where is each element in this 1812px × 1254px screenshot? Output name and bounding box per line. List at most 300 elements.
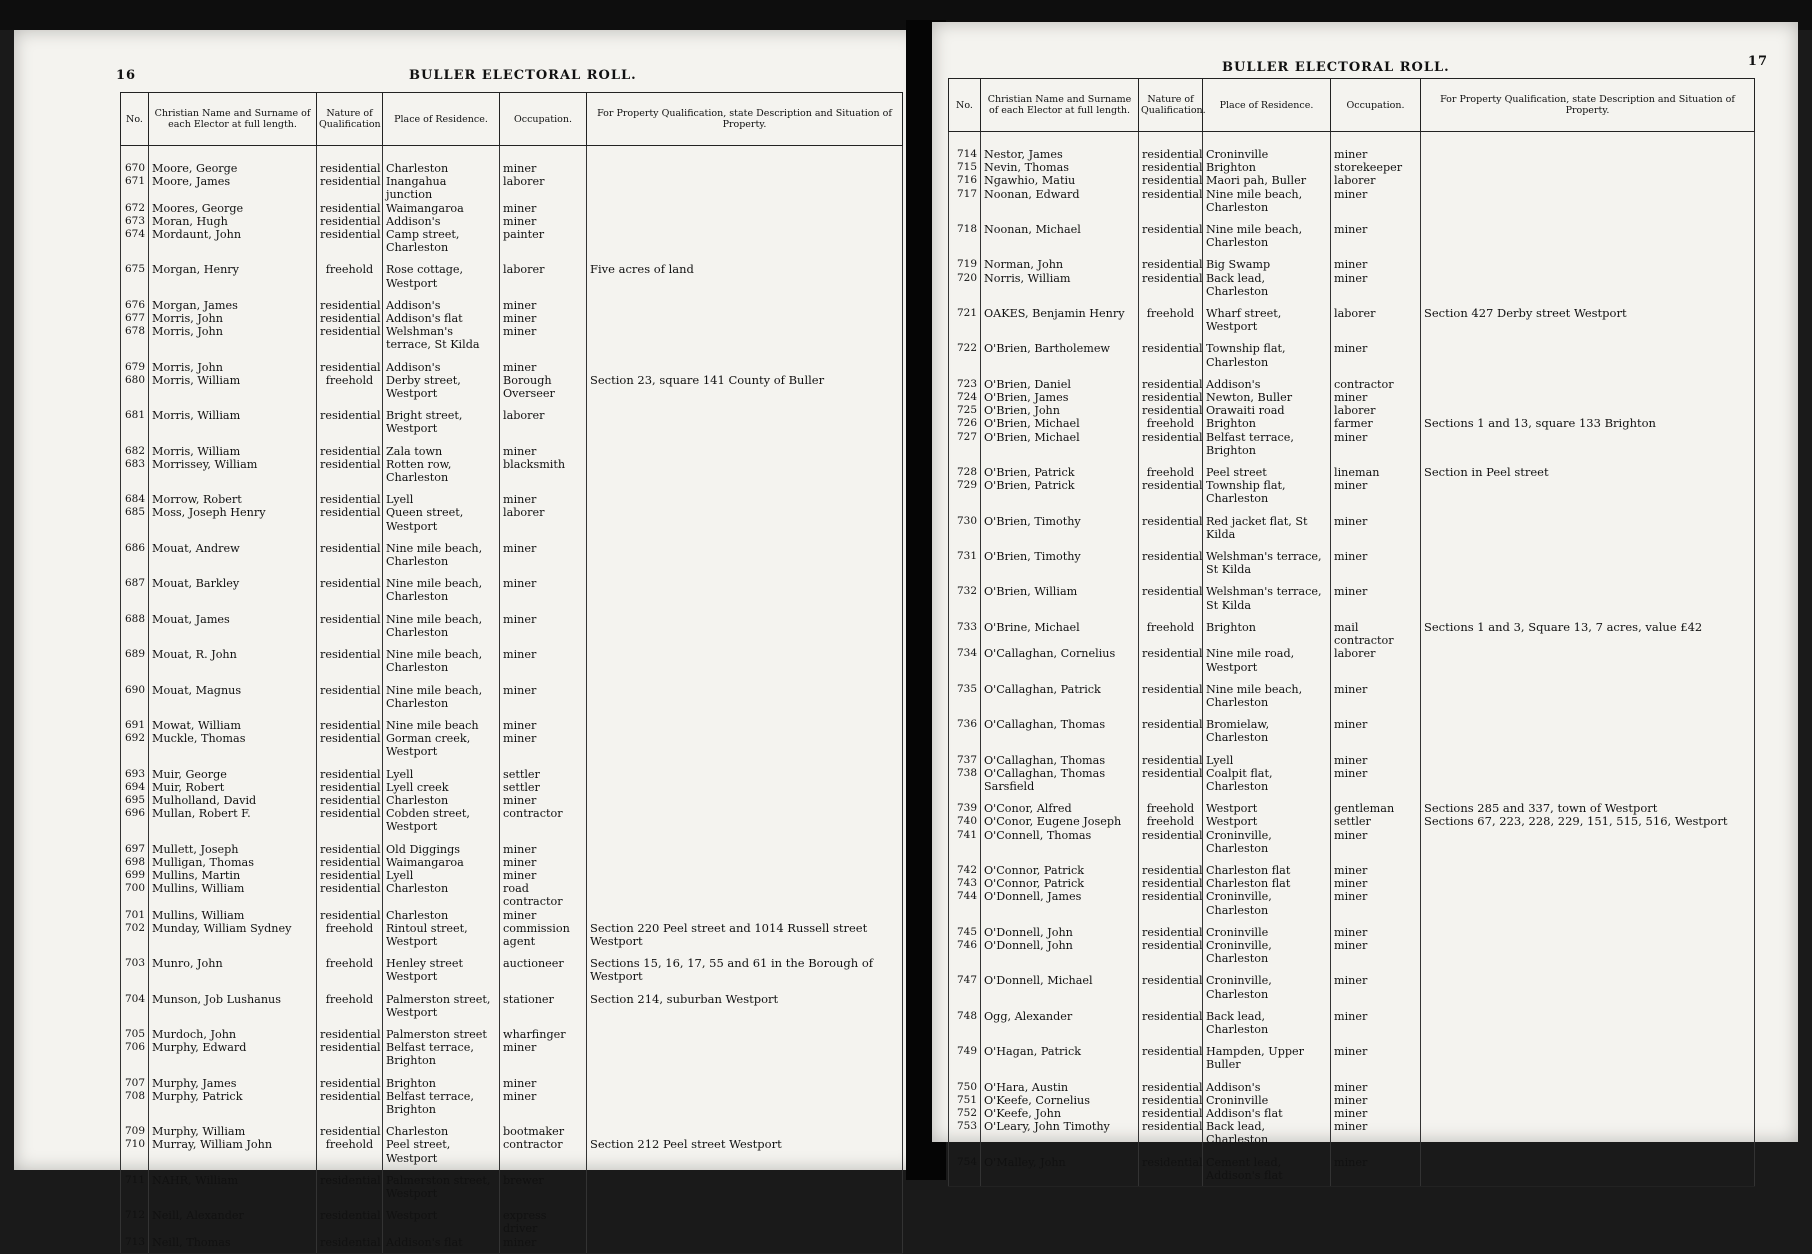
- place-of-residence: Waimangaroa: [383, 202, 500, 215]
- place-of-residence: Addison's: [1203, 369, 1331, 391]
- table-row: [121, 254, 903, 289]
- property-description: Sections 67, 223, 228, 229, 151, 515, 516, Westport: [1421, 815, 1755, 828]
- qualification: residential: [317, 290, 383, 312]
- property-description: Section in Peel street: [1421, 457, 1755, 479]
- elector-name: Muir, Robert: [149, 781, 317, 794]
- occupation: road contractor: [500, 882, 587, 908]
- elector-name: Moores, George: [149, 202, 317, 215]
- qualification: residential: [1139, 647, 1203, 673]
- table-row: [949, 793, 1755, 815]
- occupation: miner: [1331, 249, 1421, 271]
- property-description: [587, 869, 903, 882]
- elector-number: 699: [121, 869, 149, 882]
- elector-name: O'Leary, John Timothy: [981, 1120, 1139, 1146]
- qualification: freehold: [1139, 417, 1203, 430]
- property-description: [1421, 333, 1755, 368]
- elector-name: Mullan, Robert F.: [149, 807, 317, 833]
- property-description: [1421, 917, 1755, 939]
- qualification: residential: [317, 834, 383, 856]
- elector-number: 695: [121, 794, 149, 807]
- elector-name: Murphy, James: [149, 1068, 317, 1090]
- qualification: freehold: [317, 374, 383, 400]
- elector-number: 726: [949, 417, 981, 430]
- occupation: stationer: [500, 984, 587, 1019]
- elector-name: Morgan, Henry: [149, 254, 317, 289]
- header-name: Christian Name and Surname of each Elector at full length.: [149, 93, 317, 146]
- elector-name: Morgan, James: [149, 290, 317, 312]
- elector-number: 740: [949, 815, 981, 828]
- left-page-title: BULLER ELECTORAL ROLL.: [409, 68, 637, 83]
- elector-number: 707: [121, 1068, 149, 1090]
- qualification: residential: [1139, 369, 1203, 391]
- place-of-residence: Maori pah, Buller: [1203, 174, 1331, 187]
- elector-number: 722: [949, 333, 981, 368]
- place-of-residence: Orawaiti road: [1203, 404, 1331, 417]
- occupation: settler: [500, 781, 587, 794]
- qualification: residential: [317, 794, 383, 807]
- place-of-residence: Back lead, Charleston: [1203, 1001, 1331, 1036]
- left-header-row: [121, 93, 903, 146]
- qualification: residential: [317, 856, 383, 869]
- elector-number: 694: [121, 781, 149, 794]
- qualification: residential: [317, 215, 383, 228]
- header-occupation: Occupation.: [500, 93, 587, 146]
- occupation: miner: [1331, 767, 1421, 793]
- place-of-residence: Cobden street, Westport: [383, 807, 500, 833]
- table-row: [949, 174, 1755, 187]
- elector-name: O'Brien, Daniel: [981, 369, 1139, 391]
- qualification: residential: [1139, 214, 1203, 249]
- elector-name: Nestor, James: [981, 132, 1139, 162]
- left-table-body: [121, 146, 903, 1254]
- elector-number: 683: [121, 458, 149, 484]
- qualification: residential: [317, 325, 383, 351]
- qualification: residential: [1139, 506, 1203, 541]
- table-row: [949, 333, 1755, 368]
- table-row: [121, 484, 903, 506]
- property-description: [587, 807, 903, 833]
- table-row: [949, 506, 1755, 541]
- property-description: [1421, 767, 1755, 793]
- table-row: [949, 745, 1755, 767]
- property-description: [587, 759, 903, 781]
- property-description: Five acres of land: [587, 254, 903, 289]
- occupation: miner: [1331, 1120, 1421, 1146]
- property-description: [587, 312, 903, 325]
- elector-number: 706: [121, 1041, 149, 1067]
- qualification: residential: [317, 639, 383, 674]
- table-row: [949, 965, 1755, 1000]
- elector-number: 747: [949, 965, 981, 1000]
- elector-number: 678: [121, 325, 149, 351]
- place-of-residence: Big Swamp: [1203, 249, 1331, 271]
- occupation: miner: [500, 1068, 587, 1090]
- property-description: [587, 146, 903, 176]
- elector-name: O'Connell, Thomas: [981, 829, 1139, 855]
- place-of-residence: Croninville: [1203, 132, 1331, 162]
- qualification: residential: [317, 604, 383, 639]
- occupation: gentleman: [1331, 793, 1421, 815]
- qualification: residential: [317, 732, 383, 758]
- occupation: miner: [500, 1090, 587, 1116]
- property-description: [1421, 1094, 1755, 1107]
- header-residence: Place of Residence.: [1203, 79, 1331, 132]
- elector-number: 696: [121, 807, 149, 833]
- place-of-residence: Lyell: [383, 484, 500, 506]
- place-of-residence: Hampden, Upper Buller: [1203, 1036, 1331, 1071]
- header-property: For Property Qualification, state Description and Situation of Property.: [1421, 79, 1755, 132]
- property-description: [587, 458, 903, 484]
- property-description: [587, 215, 903, 228]
- elector-number: 698: [121, 856, 149, 869]
- place-of-residence: Nine mile beach, Charleston: [383, 639, 500, 674]
- elector-name: Neill, Alexander: [149, 1200, 317, 1235]
- occupation: miner: [500, 146, 587, 176]
- elector-name: O'Donnell, John: [981, 917, 1139, 939]
- table-row: [121, 1236, 903, 1254]
- elector-name: O'Brien, Michael: [981, 431, 1139, 457]
- elector-number: 721: [949, 298, 981, 333]
- occupation: miner: [500, 732, 587, 758]
- place-of-residence: Bromielaw, Charleston: [1203, 709, 1331, 744]
- occupation: miner: [500, 215, 587, 228]
- qualification: residential: [1139, 709, 1203, 744]
- place-of-residence: Henley street Westport: [383, 948, 500, 983]
- property-description: [587, 909, 903, 922]
- place-of-residence: Charleston: [383, 909, 500, 922]
- property-description: Section 214, suburban Westport: [587, 984, 903, 1019]
- elector-number: 677: [121, 312, 149, 325]
- qualification: freehold: [317, 984, 383, 1019]
- elector-name: O'Brien, Bartholemew: [981, 333, 1139, 368]
- qualification: residential: [1139, 391, 1203, 404]
- occupation: miner: [500, 834, 587, 856]
- elector-number: 750: [949, 1072, 981, 1094]
- elector-number: 729: [949, 479, 981, 505]
- property-description: Section 212 Peel street Westport: [587, 1138, 903, 1164]
- place-of-residence: Camp street, Charleston: [383, 228, 500, 254]
- property-description: [587, 506, 903, 532]
- occupation: laborer: [1331, 647, 1421, 673]
- table-row: [949, 417, 1755, 430]
- elector-name: Mouat, R. John: [149, 639, 317, 674]
- elector-name: Mouat, Barkley: [149, 568, 317, 603]
- table-row: [121, 506, 903, 532]
- right-table-body: [949, 132, 1755, 1187]
- elector-name: Munson, Job Lushanus: [149, 984, 317, 1019]
- property-description: Section 220 Peel street and 1014 Russell street Westport: [587, 922, 903, 948]
- table-row: [949, 188, 1755, 214]
- elector-number: 724: [949, 391, 981, 404]
- occupation: laborer: [500, 506, 587, 532]
- place-of-residence: Lyell creek: [383, 781, 500, 794]
- property-description: [1421, 647, 1755, 673]
- header-qualification: Nature of Qualification: [317, 93, 383, 146]
- place-of-residence: Nine mile beach, Charleston: [383, 533, 500, 568]
- elector-name: O'Brien, Patrick: [981, 457, 1139, 479]
- qualification: residential: [317, 1019, 383, 1041]
- qualification: residential: [317, 807, 383, 833]
- header-occupation: Occupation.: [1331, 79, 1421, 132]
- table-row: [949, 709, 1755, 744]
- table-row: [121, 290, 903, 312]
- place-of-residence: Welshman's terrace, St Kilda: [1203, 576, 1331, 611]
- property-description: [587, 325, 903, 351]
- qualification: residential: [317, 175, 383, 201]
- elector-number: 728: [949, 457, 981, 479]
- elector-name: Murray, William John: [149, 1138, 317, 1164]
- occupation: laborer: [1331, 404, 1421, 417]
- place-of-residence: Croninville, Charleston: [1203, 939, 1331, 965]
- occupation: miner: [1331, 1147, 1421, 1187]
- property-description: [1421, 855, 1755, 877]
- occupation: miner: [1331, 877, 1421, 890]
- table-row: [121, 352, 903, 374]
- place-of-residence: Addison's: [383, 352, 500, 374]
- occupation: wharfinger: [500, 1019, 587, 1041]
- elector-number: 739: [949, 793, 981, 815]
- elector-name: O'Donnell, James: [981, 890, 1139, 916]
- place-of-residence: Palmerston street, Westport: [383, 1165, 500, 1200]
- elector-number: 716: [949, 174, 981, 187]
- property-description: [587, 1090, 903, 1116]
- elector-name: Mordaunt, John: [149, 228, 317, 254]
- occupation: farmer: [1331, 417, 1421, 430]
- elector-name: O'Donnell, Michael: [981, 965, 1139, 1000]
- qualification: residential: [1139, 745, 1203, 767]
- qualification: residential: [317, 1090, 383, 1116]
- qualification: residential: [317, 1200, 383, 1235]
- elector-number: 709: [121, 1116, 149, 1138]
- elector-name: Mouat, Andrew: [149, 533, 317, 568]
- table-row: [949, 1072, 1755, 1094]
- elector-number: 704: [121, 984, 149, 1019]
- elector-name: O'Brien, William: [981, 576, 1139, 611]
- table-row: [121, 1090, 903, 1116]
- occupation: miner: [1331, 391, 1421, 404]
- place-of-residence: Queen street, Westport: [383, 506, 500, 532]
- qualification: residential: [1139, 1036, 1203, 1071]
- qualification: residential: [317, 1116, 383, 1138]
- table-row: [121, 436, 903, 458]
- place-of-residence: Old Diggings: [383, 834, 500, 856]
- table-row: [949, 214, 1755, 249]
- elector-number: 672: [121, 202, 149, 215]
- occupation: miner: [1331, 745, 1421, 767]
- qualification: freehold: [317, 948, 383, 983]
- elector-number: 749: [949, 1036, 981, 1071]
- place-of-residence: Nine mile beach, Charleston: [1203, 214, 1331, 249]
- place-of-residence: Croninville: [1203, 1094, 1331, 1107]
- occupation: miner: [500, 1041, 587, 1067]
- right-header-row: [949, 79, 1755, 132]
- table-row: [121, 1138, 903, 1164]
- table-row: [121, 984, 903, 1019]
- place-of-residence: Welshman's terrace, St Kilda: [1203, 541, 1331, 576]
- table-row: [949, 369, 1755, 391]
- qualification: residential: [317, 1165, 383, 1200]
- qualification: residential: [317, 710, 383, 732]
- occupation: miner: [500, 436, 587, 458]
- elector-number: 720: [949, 272, 981, 298]
- place-of-residence: Rotten row, Charleston: [383, 458, 500, 484]
- place-of-residence: Charleston flat: [1203, 877, 1331, 890]
- occupation: contractor: [1331, 369, 1421, 391]
- elector-name: O'Callaghan, Patrick: [981, 674, 1139, 709]
- elector-name: Mulholland, David: [149, 794, 317, 807]
- qualification: residential: [1139, 132, 1203, 162]
- table-row: [121, 909, 903, 922]
- qualification: residential: [1139, 965, 1203, 1000]
- elector-number: 701: [121, 909, 149, 922]
- elector-name: O'Brien, John: [981, 404, 1139, 417]
- qualification: residential: [317, 909, 383, 922]
- qualification: residential: [317, 228, 383, 254]
- table-row: [949, 855, 1755, 877]
- occupation: miner: [1331, 1094, 1421, 1107]
- left-page-header: [14, 68, 920, 90]
- table-row: [949, 1120, 1755, 1146]
- elector-number: 736: [949, 709, 981, 744]
- table-row: [121, 202, 903, 215]
- occupation: laborer: [500, 400, 587, 435]
- elector-number: 742: [949, 855, 981, 877]
- occupation: miner: [1331, 506, 1421, 541]
- occupation: miner: [1331, 541, 1421, 576]
- place-of-residence: Brighton: [1203, 417, 1331, 430]
- elector-number: 693: [121, 759, 149, 781]
- table-row: [121, 1019, 903, 1041]
- elector-name: Morrissey, William: [149, 458, 317, 484]
- occupation: laborer: [500, 254, 587, 289]
- qualification: residential: [317, 400, 383, 435]
- property-description: [587, 484, 903, 506]
- elector-name: O'Conor, Eugene Joseph: [981, 815, 1139, 828]
- occupation: miner: [1331, 890, 1421, 916]
- elector-number: 700: [121, 882, 149, 908]
- elector-name: O'Brien, Timothy: [981, 506, 1139, 541]
- table-row: [121, 639, 903, 674]
- place-of-residence: Croninville: [1203, 917, 1331, 939]
- place-of-residence: Brighton: [1203, 612, 1331, 647]
- table-row: [949, 1107, 1755, 1120]
- elector-name: Ngawhio, Matiu: [981, 174, 1139, 187]
- qualification: residential: [1139, 1147, 1203, 1187]
- qualification: residential: [317, 781, 383, 794]
- elector-name: O'Donnell, John: [981, 939, 1139, 965]
- elector-number: 743: [949, 877, 981, 890]
- occupation: miner: [500, 484, 587, 506]
- table-row: [121, 568, 903, 603]
- place-of-residence: Charleston: [383, 794, 500, 807]
- occupation: miner: [1331, 272, 1421, 298]
- elector-name: O'Callaghan, Thomas: [981, 745, 1139, 767]
- place-of-residence: Addison's flat: [383, 312, 500, 325]
- property-description: [587, 781, 903, 794]
- elector-name: Mullins, William: [149, 882, 317, 908]
- qualification: residential: [317, 436, 383, 458]
- place-of-residence: Rintoul street, Westport: [383, 922, 500, 948]
- elector-name: Morris, William: [149, 400, 317, 435]
- qualification: residential: [1139, 249, 1203, 271]
- elector-name: Mouat, James: [149, 604, 317, 639]
- elector-name: Noonan, Edward: [981, 188, 1139, 214]
- property-description: [587, 834, 903, 856]
- table-row: [949, 1036, 1755, 1071]
- place-of-residence: Westport: [1203, 815, 1331, 828]
- qualification: residential: [317, 882, 383, 908]
- place-of-residence: Rose cottage, Westport: [383, 254, 500, 289]
- elector-name: Noonan, Michael: [981, 214, 1139, 249]
- right-page-title: BULLER ELECTORAL ROLL.: [1222, 60, 1450, 75]
- occupation: laborer: [500, 175, 587, 201]
- place-of-residence: Brighton: [383, 1068, 500, 1090]
- qualification: residential: [317, 484, 383, 506]
- elector-number: 751: [949, 1094, 981, 1107]
- elector-number: 690: [121, 675, 149, 710]
- occupation: miner: [500, 202, 587, 215]
- property-description: [1421, 745, 1755, 767]
- elector-name: Mullins, William: [149, 909, 317, 922]
- qualification: residential: [317, 1236, 383, 1254]
- occupation: miner: [1331, 214, 1421, 249]
- occupation: miner: [1331, 1107, 1421, 1120]
- elector-name: Norris, William: [981, 272, 1139, 298]
- table-row: [949, 457, 1755, 479]
- qualification: freehold: [1139, 457, 1203, 479]
- table-row: [121, 869, 903, 882]
- elector-name: Mullins, Martin: [149, 869, 317, 882]
- table-row: [121, 781, 903, 794]
- qualification: residential: [317, 312, 383, 325]
- occupation: miner: [500, 675, 587, 710]
- elector-number: 674: [121, 228, 149, 254]
- occupation: miner: [500, 325, 587, 351]
- table-row: [949, 917, 1755, 939]
- occupation: brewer: [500, 1165, 587, 1200]
- property-description: [587, 710, 903, 732]
- elector-number: 731: [949, 541, 981, 576]
- occupation: contractor: [500, 807, 587, 833]
- qualification: residential: [1139, 1107, 1203, 1120]
- elector-name: O'Callaghan, Thomas: [981, 709, 1139, 744]
- table-row: [949, 298, 1755, 333]
- elector-name: Moss, Joseph Henry: [149, 506, 317, 532]
- elector-number: 727: [949, 431, 981, 457]
- right-page: [932, 22, 1798, 1182]
- table-row: [949, 391, 1755, 404]
- place-of-residence: Addison's: [383, 215, 500, 228]
- place-of-residence: Lyell: [383, 759, 500, 781]
- property-description: [587, 1236, 903, 1254]
- table-row: [949, 249, 1755, 271]
- elector-number: 717: [949, 188, 981, 214]
- occupation: commission agent: [500, 922, 587, 948]
- elector-name: Morrow, Robert: [149, 484, 317, 506]
- elector-number: 685: [121, 506, 149, 532]
- occupation: miner: [1331, 1001, 1421, 1036]
- elector-name: O'Hagan, Patrick: [981, 1036, 1139, 1071]
- qualification: residential: [1139, 333, 1203, 368]
- qualification: residential: [317, 352, 383, 374]
- table-row: [121, 1068, 903, 1090]
- table-row: [949, 1147, 1755, 1187]
- table-row: [949, 541, 1755, 576]
- elector-number: 735: [949, 674, 981, 709]
- property-description: [587, 175, 903, 201]
- table-row: [121, 807, 903, 833]
- table-row: [121, 400, 903, 435]
